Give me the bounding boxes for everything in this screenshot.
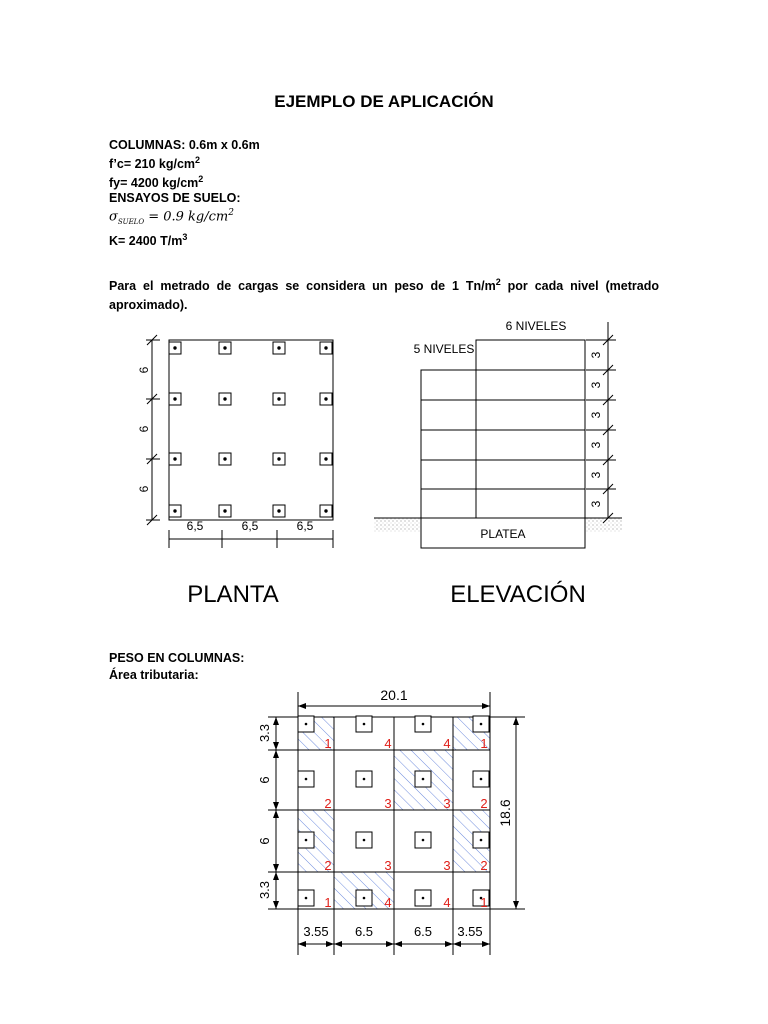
- tributaria-zone-label: 4: [384, 895, 392, 910]
- trib-dim-v-2: 6: [257, 776, 272, 784]
- floor-height-2: 3: [589, 381, 603, 389]
- tributaria-column: [473, 771, 489, 787]
- planta-column: [273, 342, 285, 354]
- planta-column: [273, 453, 285, 465]
- planta-column: [273, 393, 285, 405]
- tributaria-column: [356, 832, 372, 848]
- planta-drawing: [146, 335, 333, 548]
- tributaria-zone-label: 1: [480, 895, 488, 910]
- paragraph-text-after: por cada nivel (metrado aproximado).: [109, 279, 660, 313]
- spec-fc-exp: 2: [195, 155, 201, 165]
- planta-dim-h-2: 6,5: [241, 519, 259, 533]
- planta-column: [169, 453, 181, 465]
- planta-column: [219, 505, 231, 517]
- planta-column: [320, 393, 332, 405]
- tributaria-zone-label: 1: [324, 895, 332, 910]
- spec-k-text: K= 2400 T/m: [109, 234, 183, 249]
- tributaria-column: [356, 771, 372, 787]
- floor-height-6: 3: [589, 500, 603, 508]
- spec-k-exp: 3: [182, 232, 188, 243]
- trib-dim-v-3: 6: [257, 837, 272, 845]
- tributaria-zone-label: 2: [324, 858, 332, 873]
- tributaria-zone-label: 1: [480, 736, 488, 751]
- tributaria-column: [473, 716, 489, 732]
- tributaria-column: [415, 890, 431, 906]
- trib-dim-v-1: 3.3: [257, 723, 272, 743]
- floor-height-4: 3: [589, 441, 603, 449]
- trib-dim-h-2: 6.5: [354, 924, 374, 939]
- planta-dim-h-1: 6,5: [186, 519, 204, 533]
- floor-height-3: 3: [589, 411, 603, 419]
- planta-column: [219, 393, 231, 405]
- tributaria-column: [298, 716, 314, 732]
- tower-6-niveles: [476, 340, 585, 518]
- tributaria-column: [415, 716, 431, 732]
- planta-dim-v-1: 6: [137, 366, 151, 374]
- spec-ensayos-text: ENSAYOS DE SUELO:: [109, 191, 241, 206]
- elevacion-label: ELEVACIÓN: [450, 581, 586, 608]
- tributaria-zone-label: 3: [443, 858, 451, 873]
- tributaria-column: [415, 832, 431, 848]
- planta-column: [219, 453, 231, 465]
- trib-dim-h-4: 3.55: [457, 924, 483, 939]
- tower-5-niveles: [421, 370, 476, 518]
- planta-column: [273, 505, 285, 517]
- elevacion-drawing: [374, 322, 622, 548]
- spec-sigma-symbol: σ: [109, 209, 118, 225]
- trib-dim-h-3: 6.5: [413, 924, 433, 939]
- spec-sigma-value: = 0.9 kg/cm: [144, 209, 229, 225]
- tributaria-column: [356, 716, 372, 732]
- tributaria-zone-label: 2: [324, 796, 332, 811]
- section-peso-heading: PESO EN COLUMNAS:: [109, 651, 245, 665]
- planta-column: [320, 342, 332, 354]
- tributaria-zone-label: 3: [384, 796, 392, 811]
- planta-dim-v-3: 6: [137, 485, 151, 493]
- tributaria-zone-label: 2: [480, 796, 488, 811]
- planta-outline: [169, 340, 333, 520]
- section-area-heading: Área tributaria:: [109, 668, 199, 682]
- tributaria-column: [298, 832, 314, 848]
- spec-fc-text: f’c= 210 kg/cm: [109, 157, 196, 172]
- tributaria-zone-label: 2: [480, 858, 488, 873]
- tributaria-zone-label: 1: [324, 736, 332, 751]
- tributaria-zone-label: 4: [443, 895, 451, 910]
- paragraph-exp: 2: [495, 277, 501, 287]
- floor-height-5: 3: [589, 471, 603, 479]
- paragraph-text-before: Para el metrado de cargas se considera un peso de 1 Tn/m: [109, 279, 496, 294]
- tributaria-column: [473, 832, 489, 848]
- tributaria-column: [298, 771, 314, 787]
- planta-label: PLANTA: [187, 581, 279, 608]
- tributaria-zone-label: 4: [384, 736, 392, 751]
- tributaria-drawing: [268, 692, 525, 955]
- spec-sigma-sub: SUELO: [117, 218, 145, 227]
- spec-fy-text: fy= 4200 kg/cm: [109, 176, 199, 191]
- trib-dim-h-1: 3.55: [303, 924, 329, 939]
- tributaria-zone-label: 3: [384, 858, 392, 873]
- planta-dim-v-2: 6: [137, 425, 151, 433]
- trib-dim-v-4: 3.3: [257, 880, 272, 900]
- spec-columnas-text: COLUMNAS: 0.6m x 0.6m: [109, 138, 260, 152]
- spec-sigma-exp: 2: [228, 208, 234, 219]
- spec-fy-exp: 2: [198, 174, 204, 185]
- planta-column: [320, 453, 332, 465]
- label-6-niveles: 6 NIVELES: [505, 319, 567, 333]
- planta-dim-h-3: 6,5: [296, 519, 314, 533]
- trib-total-width: 20.1: [380, 687, 408, 703]
- floor-height-1: 3: [589, 351, 603, 359]
- planta-column: [169, 393, 181, 405]
- label-5-niveles: 5 NIVELES: [413, 342, 475, 356]
- trib-total-height: 18.6: [497, 799, 513, 827]
- planta-column: [169, 342, 181, 354]
- tributaria-column: [298, 890, 314, 906]
- planta-column: [169, 505, 181, 517]
- tributaria-zone-label: 3: [443, 796, 451, 811]
- tributaria-column: [415, 771, 431, 787]
- planta-column: [219, 342, 231, 354]
- planta-columns: [169, 342, 332, 517]
- tributaria-zone-label: 4: [443, 736, 451, 751]
- planta-column: [320, 505, 332, 517]
- tributaria-column: [356, 890, 372, 906]
- label-platea: PLATEA: [480, 527, 526, 541]
- page-title: EJEMPLO DE APLICACIÓN: [274, 92, 494, 111]
